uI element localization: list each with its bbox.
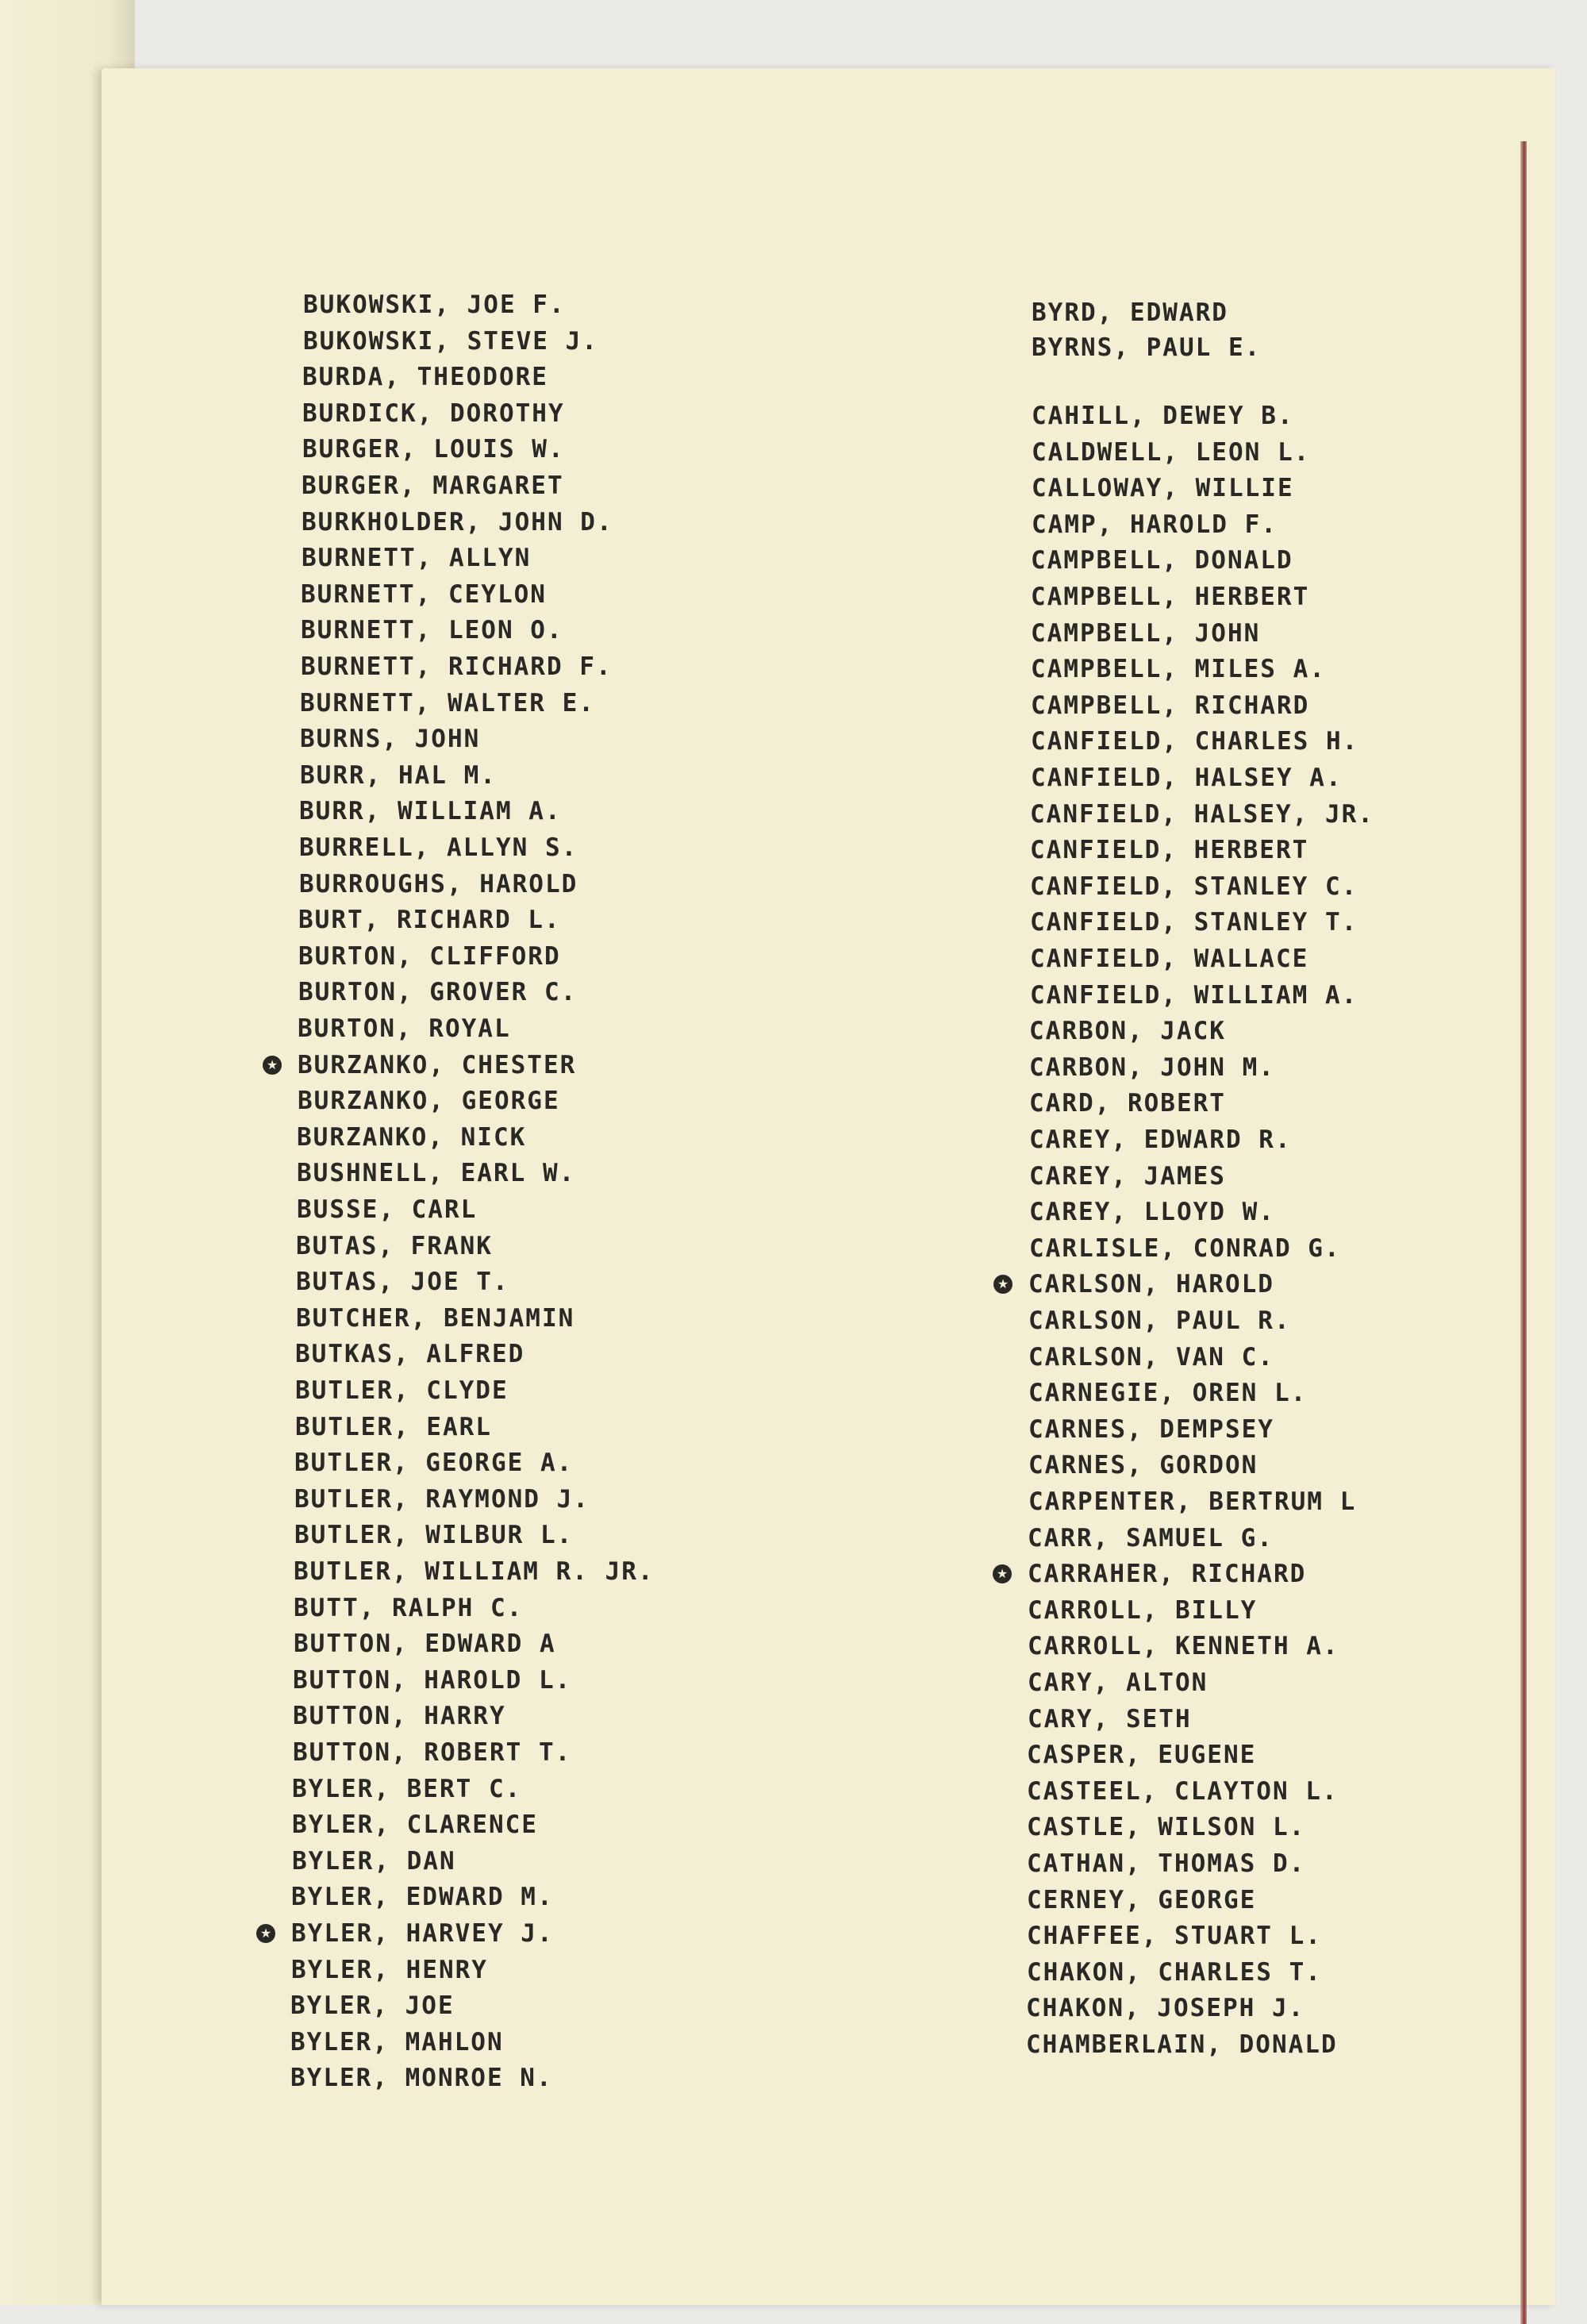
roster-entry	[1032, 472, 1294, 504]
entry-name: BURZANKO, CHESTER	[298, 1050, 577, 1079]
roster-entry	[298, 1049, 576, 1081]
entry-name: BURNETT, WALTER E.	[300, 688, 595, 718]
entry-name: CANFIELD, HERBERT	[1030, 836, 1309, 865]
entry-name: BURDICK, DOROTHY	[302, 398, 565, 428]
memorial-star-icon: ★	[993, 1564, 1012, 1583]
roster-entry	[1027, 1957, 1322, 1988]
roster-entry	[296, 1266, 509, 1298]
entry-name: CARLISLE, CONRAD G.	[1029, 1233, 1341, 1263]
roster-entry	[1032, 400, 1294, 432]
roster-entry	[295, 1375, 509, 1406]
entry-name: CARLSON, HAROLD	[1028, 1270, 1274, 1299]
entry-name: BUTLER, EARL	[295, 1412, 492, 1441]
roster-entry	[298, 976, 577, 1008]
entry-name: CAHILL, DEWEY B.	[1032, 402, 1294, 430]
entry-name: BUTAS, JOE T.	[296, 1268, 509, 1297]
entry-name: BURZANKO, GEORGE	[298, 1087, 560, 1116]
roster-entry	[1028, 1341, 1274, 1373]
roster-entry	[1032, 297, 1228, 329]
roster-entry	[290, 1990, 455, 2022]
entry-name: BURKHOLDER, JOHN D.	[302, 507, 613, 537]
roster-entry	[300, 760, 497, 791]
entry-name: CAMPBELL, JOHN	[1031, 618, 1261, 648]
roster-entry	[301, 579, 547, 610]
roster-entry	[1028, 1414, 1274, 1445]
entry-name: BUTLER, RAYMOND J.	[294, 1484, 590, 1514]
roster-entry	[294, 1628, 556, 1660]
roster-entry	[1031, 581, 1309, 613]
roster-entry	[1030, 871, 1358, 902]
entry-name: CHAKON, CHARLES T.	[1027, 1957, 1322, 1987]
roster-entry	[296, 1230, 493, 1262]
roster-entry	[291, 1881, 554, 1913]
entry-name: BYLER, CLARENCE	[292, 1810, 538, 1840]
roster-entry	[291, 1954, 488, 1986]
entry-name: BYLER, EDWARD M.	[291, 1883, 554, 1912]
entry-name: CALDWELL, LEON L.	[1032, 437, 1311, 467]
entry-name: CARR, SAMUEL G.	[1028, 1523, 1274, 1553]
roster-entry	[299, 832, 578, 864]
entry-name: BYLER, DAN	[292, 1846, 456, 1876]
roster-entry	[1031, 725, 1358, 757]
entry-name: CAMP, HAROLD F.	[1032, 510, 1278, 539]
entry-name: CARROLL, BILLY	[1028, 1595, 1258, 1625]
roster-entry	[1028, 1630, 1339, 1662]
roster-entry	[1029, 1160, 1226, 1192]
roster-entry	[290, 2026, 504, 2058]
memorial-star-icon: ★	[263, 1056, 282, 1075]
entry-name: BURROUGHS, HAROLD	[299, 869, 578, 898]
roster-entry	[292, 1809, 538, 1841]
entry-name: BYLER, BERT C.	[292, 1774, 522, 1803]
entry-name: CHAKON, JOSEPH J.	[1026, 1994, 1305, 2023]
roster-entry	[1028, 1449, 1258, 1481]
entry-name: BUKOWSKI, STEVE J.	[303, 326, 598, 356]
roster-entry	[291, 1918, 554, 1949]
roster-entry	[1027, 1811, 1305, 1843]
entry-name: CASTEEL, CLAYTON L.	[1027, 1776, 1339, 1806]
roster-entry	[302, 361, 548, 393]
roster-entry	[1028, 1522, 1274, 1554]
roster-entry	[1027, 1848, 1305, 1880]
roster-entry	[290, 2062, 553, 2094]
entry-name: CANFIELD, WILLIAM A.	[1030, 980, 1358, 1010]
entry-name: CAREY, EDWARD R.	[1029, 1125, 1292, 1154]
entry-name: BURNETT, ALLYN	[302, 544, 532, 573]
entry-name: BYLER, MAHLON	[290, 2027, 504, 2057]
roster-entry	[1029, 1052, 1275, 1083]
roster-entry	[1031, 690, 1309, 721]
entry-name: CAMPBELL, MILES A.	[1031, 655, 1326, 684]
entry-name: CARBON, JACK	[1029, 1017, 1226, 1046]
roster-entry	[1030, 979, 1358, 1011]
roster-entry	[300, 687, 595, 719]
roster-entry	[303, 289, 566, 321]
roster-entry	[294, 1483, 590, 1515]
roster-entry	[292, 1845, 456, 1877]
roster-entry	[1029, 1015, 1226, 1047]
roster-entry	[1027, 1920, 1322, 1952]
roster-entry	[1031, 653, 1326, 685]
entry-name: CAMPBELL, RICHARD	[1031, 691, 1310, 720]
roster-entry	[1030, 906, 1358, 938]
roster-entry	[1029, 1124, 1292, 1156]
roster-entry	[294, 1592, 523, 1624]
roster-entry	[292, 1773, 521, 1805]
entry-name: BYRD, EDWARD	[1032, 298, 1228, 327]
entry-name: BUTLER, GEORGE A.	[294, 1449, 574, 1478]
roster-entry	[1029, 1196, 1275, 1228]
entry-name: CARD, ROBERT	[1029, 1089, 1226, 1118]
roster-entry	[302, 433, 565, 465]
entry-name: BURGER, LOUIS W.	[302, 435, 565, 464]
roster-entry	[297, 1122, 526, 1153]
entry-name: BURTON, ROYAL	[298, 1014, 511, 1043]
entry-name: BUTAS, FRANK	[296, 1231, 493, 1260]
roster-entry	[303, 325, 598, 357]
entry-name: BURNETT, RICHARD F.	[301, 652, 613, 681]
roster-entry	[1028, 1377, 1307, 1409]
roster-entry	[299, 795, 562, 827]
entry-name: CANFIELD, HALSEY A.	[1031, 764, 1343, 792]
entry-name: BUTTON, ROBERT T.	[293, 1738, 572, 1767]
roster-entry	[1027, 1739, 1256, 1771]
roster-entry	[301, 651, 613, 683]
roster-entry	[298, 904, 561, 936]
entry-name: CALLOWAY, WILLIE	[1032, 474, 1294, 503]
roster-entry	[1028, 1667, 1208, 1699]
entry-name: CANFIELD, HALSEY, JR.	[1030, 799, 1374, 829]
entry-name: CARRAHER, RICHARD	[1028, 1560, 1307, 1589]
roster-entry	[1028, 1558, 1306, 1590]
roster-entry	[293, 1700, 506, 1732]
roster-entry	[1032, 509, 1278, 541]
roster-entry	[302, 470, 564, 502]
roster-entry	[295, 1338, 525, 1370]
entry-name: CARNES, DEMPSEY	[1028, 1414, 1274, 1444]
roster-entry	[1030, 798, 1374, 830]
entry-name: BUTLER, WILBUR L.	[294, 1521, 574, 1550]
entry-name: CANFIELD, STANLEY C.	[1030, 872, 1358, 901]
entry-name: CHAMBERLAIN, DONALD	[1026, 2030, 1338, 2059]
background	[0, 0, 1587, 71]
entry-name: CARROLL, KENNETH A.	[1028, 1632, 1339, 1661]
roster-entry	[1028, 1305, 1291, 1337]
entry-name: BURR, WILLIAM A.	[299, 797, 562, 826]
roster-entry	[1028, 1486, 1356, 1518]
entry-name: BURRELL, ALLYN S.	[299, 833, 578, 862]
entry-name: BUTLER, WILLIAM R. JR.	[294, 1557, 655, 1586]
roster-entry	[1029, 1087, 1226, 1119]
entry-name: BYLER, HARVEY J.	[291, 1919, 554, 1948]
entry-name: BURNS, JOHN	[300, 725, 481, 754]
roster-entry	[298, 1085, 560, 1117]
entry-name: CANFIELD, STANLEY T.	[1030, 908, 1358, 937]
entry-name: BUTTON, EDWARD A	[294, 1629, 556, 1659]
roster-entry	[1028, 1703, 1192, 1735]
entry-name: CANFIELD, CHARLES H.	[1031, 727, 1359, 756]
entry-name: BUSSE, CARL	[297, 1195, 478, 1224]
entry-name: BUTTON, HAROLD L.	[293, 1665, 572, 1695]
roster-entry	[302, 506, 613, 538]
entry-name: CARLSON, VAN C.	[1028, 1342, 1274, 1372]
entry-name: CHAFFEE, STUART L.	[1027, 1922, 1322, 1951]
entry-name: CASTLE, WILSON L.	[1027, 1813, 1306, 1842]
entry-name: CERNEY, GEORGE	[1027, 1885, 1257, 1914]
roster-entry	[293, 1737, 571, 1768]
entry-name: BURTON, GROVER C.	[298, 978, 578, 1007]
roster-entry	[1031, 618, 1260, 649]
roster-entry	[300, 723, 480, 755]
entry-name: BURZANKO, NICK	[297, 1122, 527, 1152]
roster-entry	[1028, 1268, 1274, 1300]
entry-name: BURTON, CLIFFORD	[298, 941, 561, 971]
entry-name: CARY, SETH	[1028, 1704, 1192, 1733]
roster-entry	[297, 1194, 477, 1225]
entry-name: CARY, ALTON	[1028, 1668, 1209, 1697]
entry-name: CARLSON, PAUL R.	[1028, 1306, 1291, 1335]
roster-entry	[1026, 2029, 1338, 2060]
entry-name: CASPER, EUGENE	[1027, 1741, 1257, 1770]
entry-name: CARNES, GORDON	[1028, 1451, 1258, 1480]
roster-entry	[302, 542, 531, 574]
entry-name: BUTCHER, BENJAMIN	[296, 1303, 575, 1333]
roster-entry	[1027, 1884, 1256, 1916]
roster-page	[102, 68, 1555, 2305]
entry-name: BURNETT, CEYLON	[301, 579, 547, 609]
page-edge	[1520, 141, 1527, 2324]
entry-name: BUTT, RALPH C.	[294, 1593, 524, 1622]
entry-name: CAREY, JAMES	[1029, 1161, 1226, 1191]
entry-name: BURR, HAL M.	[300, 760, 497, 790]
entry-name: CAMPBELL, HERBERT	[1031, 583, 1310, 611]
entry-name: BUSHNELL, EARL W.	[297, 1159, 576, 1188]
entry-name: CAREY, LLOYD W.	[1029, 1198, 1275, 1227]
roster-entry	[1028, 1595, 1257, 1626]
entry-name: CATHAN, THOMAS D.	[1027, 1849, 1306, 1878]
entry-name: CANFIELD, WALLACE	[1030, 945, 1309, 973]
memorial-star-icon: ★	[993, 1275, 1013, 1294]
roster-entry	[299, 868, 578, 900]
roster-entry	[295, 1411, 492, 1443]
entry-name: CAMPBELL, DONALD	[1031, 546, 1293, 575]
roster-entry	[293, 1664, 571, 1696]
entry-name: BURDA, THEODORE	[302, 363, 548, 392]
entry-name: BUTKAS, ALFRED	[295, 1340, 525, 1369]
roster-entry	[1031, 762, 1343, 794]
entry-name: BUKOWSKI, JOE F.	[303, 290, 566, 319]
roster-entry	[297, 1157, 575, 1189]
roster-entry	[1032, 332, 1261, 364]
roster-entry	[1031, 544, 1293, 576]
roster-entry	[1026, 1992, 1305, 2024]
roster-entry	[296, 1302, 574, 1334]
roster-entry	[1029, 1233, 1341, 1264]
entry-name: BURGER, MARGARET	[302, 471, 564, 500]
entry-name: CARPENTER, BERTRUM L	[1028, 1487, 1357, 1516]
entry-name: BYLER, MONROE N.	[290, 2064, 553, 2093]
roster-entry	[302, 398, 565, 429]
entry-name: BURNETT, LEON O.	[301, 616, 563, 645]
roster-entry	[294, 1556, 655, 1587]
entry-name: BYRNS, PAUL E.	[1032, 333, 1262, 362]
entry-name: CARNEGIE, OREN L.	[1028, 1379, 1308, 1408]
roster-entry	[1032, 437, 1310, 468]
entry-name: BYLER, JOE	[290, 1991, 455, 2021]
entry-name: BUTLER, CLYDE	[295, 1376, 509, 1405]
roster-entry	[1027, 1776, 1339, 1807]
entry-name: CARBON, JOHN M.	[1029, 1052, 1275, 1082]
roster-entry	[294, 1447, 573, 1479]
roster-entry	[298, 1013, 511, 1045]
roster-entry	[1030, 834, 1308, 866]
roster-entry	[294, 1519, 573, 1551]
entry-name: BURT, RICHARD L.	[298, 906, 561, 935]
entry-name: BYLER, HENRY	[291, 1955, 488, 1984]
roster-entry	[1030, 943, 1308, 975]
entry-name: BUTTON, HARRY	[293, 1702, 506, 1731]
roster-entry	[298, 941, 561, 972]
roster-entry	[301, 614, 563, 646]
memorial-star-icon: ★	[256, 1924, 275, 1943]
